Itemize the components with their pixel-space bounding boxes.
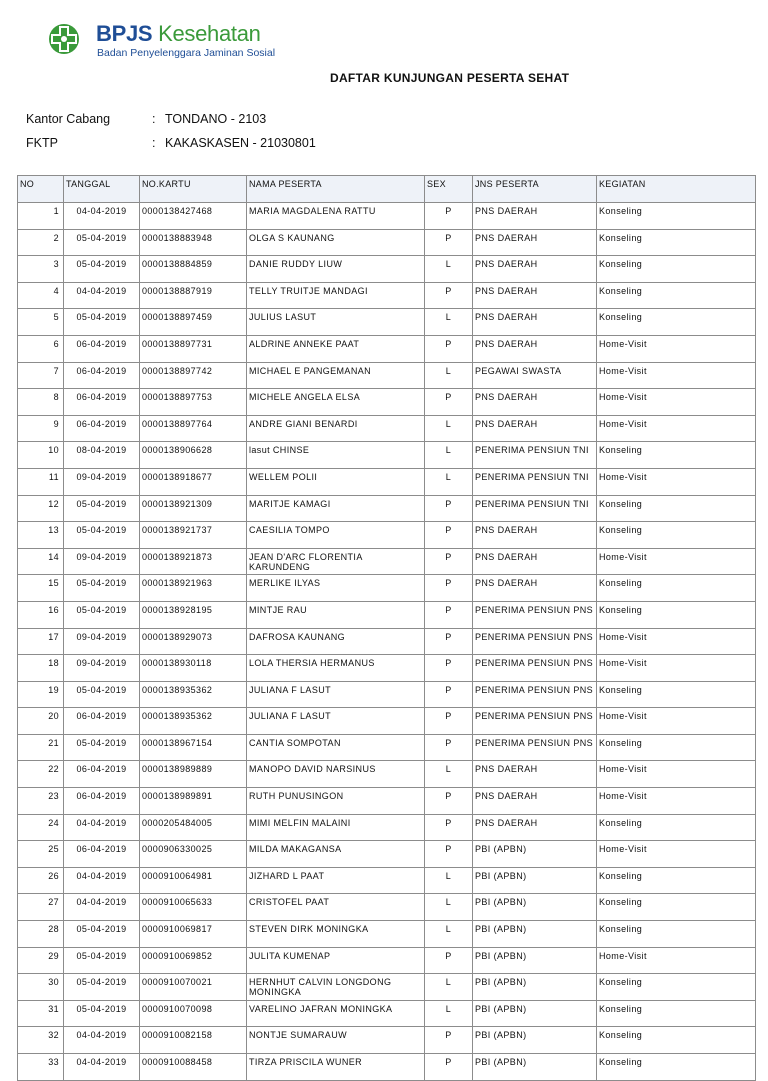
cell-tanggal: 08-04-2019: [64, 442, 140, 469]
cell-tanggal: 06-04-2019: [64, 335, 140, 362]
cell-no: 32: [18, 1027, 64, 1054]
cell-tanggal: 05-04-2019: [64, 256, 140, 283]
cell-jns-peserta: PNS DAERAH: [473, 389, 597, 416]
cell-jns-peserta: PBI (APBN): [473, 921, 597, 948]
cell-jns-peserta: PENERIMA PENSIUN TNI: [473, 495, 597, 522]
cell-tanggal: 09-04-2019: [64, 628, 140, 655]
cell-no: 10: [18, 442, 64, 469]
cell-kegiatan: Konseling: [597, 1054, 756, 1081]
cell-tanggal: 06-04-2019: [64, 362, 140, 389]
cell-jns-peserta: PBI (APBN): [473, 841, 597, 868]
cell-jns-peserta: PENERIMA PENSIUN PNS: [473, 655, 597, 682]
cell-no-kartu: 0000138935362: [140, 681, 247, 708]
table-row: [18, 229, 756, 256]
cell-sex: P: [425, 841, 473, 868]
cell-nama-peserta: lasut CHINSE: [247, 442, 425, 469]
col-header-nama-peserta: NAMA PESERTA: [247, 176, 425, 203]
cell-tanggal: 05-04-2019: [64, 921, 140, 948]
cell-no: 24: [18, 814, 64, 841]
cell-kegiatan: Home-Visit: [597, 655, 756, 682]
table-row: [18, 1054, 756, 1081]
cell-no-kartu: 0000138967154: [140, 734, 247, 761]
cell-nama-peserta: NONTJE SUMARAUW: [247, 1027, 425, 1054]
cell-jns-peserta: PENERIMA PENSIUN TNI: [473, 442, 597, 469]
cell-tanggal: 06-04-2019: [64, 841, 140, 868]
cell-kegiatan: Konseling: [597, 442, 756, 469]
table-row: [18, 468, 756, 495]
cell-tanggal: 05-04-2019: [64, 681, 140, 708]
bpjs-emblem-icon: [44, 20, 88, 58]
table-row: [18, 734, 756, 761]
cell-no-kartu: 0000205484005: [140, 814, 247, 841]
table-row: [18, 309, 756, 336]
cell-no: 11: [18, 468, 64, 495]
table-row: [18, 495, 756, 522]
cell-sex: P: [425, 203, 473, 230]
cell-no: 33: [18, 1054, 64, 1081]
cell-sex: L: [425, 442, 473, 469]
cell-no: 4: [18, 282, 64, 309]
cell-jns-peserta: PBI (APBN): [473, 1027, 597, 1054]
cell-jns-peserta: PNS DAERAH: [473, 203, 597, 230]
cell-jns-peserta: PENERIMA PENSIUN PNS: [473, 681, 597, 708]
table-row: [18, 389, 756, 416]
cell-sex: L: [425, 256, 473, 283]
cell-no: 27: [18, 894, 64, 921]
cell-no: 17: [18, 628, 64, 655]
cell-kegiatan: Konseling: [597, 601, 756, 628]
cell-no-kartu: 0000138897459: [140, 309, 247, 336]
cell-sex: L: [425, 867, 473, 894]
cell-no: 14: [18, 548, 64, 575]
cell-jns-peserta: PBI (APBN): [473, 1054, 597, 1081]
table-row: [18, 335, 756, 362]
cell-nama-peserta: ANDRE GIANI BENARDI: [247, 415, 425, 442]
table-row: [18, 974, 756, 1001]
cell-no-kartu: 0000910070098: [140, 1000, 247, 1027]
cell-nama-peserta: MARIA MAGDALENA RATTU: [247, 203, 425, 230]
cell-jns-peserta: PNS DAERAH: [473, 548, 597, 575]
cell-tanggal: 05-04-2019: [64, 229, 140, 256]
cell-kegiatan: Konseling: [597, 256, 756, 283]
cell-sex: P: [425, 708, 473, 735]
cell-no-kartu: 0000138921963: [140, 575, 247, 602]
cell-kegiatan: Konseling: [597, 894, 756, 921]
visit-table: [17, 175, 756, 1081]
cell-tanggal: 04-04-2019: [64, 1027, 140, 1054]
cell-sex: P: [425, 389, 473, 416]
cell-kegiatan: Home-Visit: [597, 335, 756, 362]
cell-nama-peserta: WELLEM POLII: [247, 468, 425, 495]
cell-kegiatan: Konseling: [597, 282, 756, 309]
cell-sex: P: [425, 628, 473, 655]
cell-no: 21: [18, 734, 64, 761]
cell-no: 31: [18, 1000, 64, 1027]
cell-sex: P: [425, 601, 473, 628]
cell-nama-peserta: VARELINO JAFRAN MONINGKA: [247, 1000, 425, 1027]
kantor-cabang-value: TONDANO - 2103: [165, 112, 267, 126]
cell-no: 28: [18, 921, 64, 948]
cell-no: 5: [18, 309, 64, 336]
cell-nama-peserta: TELLY TRUITJE MANDAGI: [247, 282, 425, 309]
cell-no-kartu: 0000138935362: [140, 708, 247, 735]
cell-sex: L: [425, 309, 473, 336]
cell-nama-peserta: JULIANA F LASUT: [247, 708, 425, 735]
cell-kegiatan: Konseling: [597, 495, 756, 522]
logo-subtitle: Badan Penyelenggara Jaminan Sosial: [97, 47, 276, 59]
cell-nama-peserta: MICHAEL E PANGEMANAN: [247, 362, 425, 389]
cell-nama-peserta: CRISTOFEL PAAT: [247, 894, 425, 921]
cell-nama-peserta: JULIUS LASUT: [247, 309, 425, 336]
cell-no: 2: [18, 229, 64, 256]
cell-kegiatan: Konseling: [597, 974, 756, 1001]
cell-sex: L: [425, 921, 473, 948]
cell-no-kartu: 0000910088458: [140, 1054, 247, 1081]
cell-jns-peserta: PBI (APBN): [473, 894, 597, 921]
cell-jns-peserta: PNS DAERAH: [473, 814, 597, 841]
fktp-label: FKTP: [26, 136, 58, 150]
cell-jns-peserta: PNS DAERAH: [473, 788, 597, 815]
cell-nama-peserta: MIMI MELFIN MALAINI: [247, 814, 425, 841]
cell-tanggal: 04-04-2019: [64, 867, 140, 894]
cell-nama-peserta: DANIE RUDDY LIUW: [247, 256, 425, 283]
bpjs-logo: [44, 20, 284, 62]
cell-kegiatan: Home-Visit: [597, 708, 756, 735]
cell-nama-peserta: CANTIA SOMPOTAN: [247, 734, 425, 761]
cell-no-kartu: 0000138883948: [140, 229, 247, 256]
cell-kegiatan: Home-Visit: [597, 389, 756, 416]
cell-sex: L: [425, 415, 473, 442]
table-row: [18, 415, 756, 442]
table-row: [18, 548, 756, 575]
table-row: [18, 761, 756, 788]
cell-sex: P: [425, 947, 473, 974]
table-row: [18, 708, 756, 735]
cell-nama-peserta: TIRZA PRISCILA WUNER: [247, 1054, 425, 1081]
cell-jns-peserta: PNS DAERAH: [473, 415, 597, 442]
fktp-value: KAKASKASEN - 21030801: [165, 136, 316, 150]
cell-no-kartu: 0000138897742: [140, 362, 247, 389]
cell-sex: P: [425, 681, 473, 708]
cell-kegiatan: Konseling: [597, 575, 756, 602]
table-row: [18, 894, 756, 921]
cell-jns-peserta: PNS DAERAH: [473, 282, 597, 309]
cell-jns-peserta: PEGAWAI SWASTA: [473, 362, 597, 389]
cell-sex: L: [425, 761, 473, 788]
kantor-cabang-label: Kantor Cabang: [26, 112, 111, 126]
cell-nama-peserta: MILDA MAKAGANSA: [247, 841, 425, 868]
cell-tanggal: 09-04-2019: [64, 468, 140, 495]
cell-kegiatan: Konseling: [597, 229, 756, 256]
cell-tanggal: 05-04-2019: [64, 974, 140, 1001]
cell-jns-peserta: PBI (APBN): [473, 947, 597, 974]
cell-sex: L: [425, 974, 473, 1001]
cell-no: 6: [18, 335, 64, 362]
cell-kegiatan: Home-Visit: [597, 947, 756, 974]
cell-sex: P: [425, 655, 473, 682]
cell-no-kartu: 0000906330025: [140, 841, 247, 868]
cell-no: 26: [18, 867, 64, 894]
col-header-tanggal: TANGGAL: [64, 176, 140, 203]
table-row: [18, 1000, 756, 1027]
cell-tanggal: 05-04-2019: [64, 495, 140, 522]
cell-no: 18: [18, 655, 64, 682]
cell-tanggal: 05-04-2019: [64, 309, 140, 336]
cell-no: 12: [18, 495, 64, 522]
cell-nama-peserta: CAESILIA TOMPO: [247, 522, 425, 549]
cell-tanggal: 06-04-2019: [64, 788, 140, 815]
cell-jns-peserta: PNS DAERAH: [473, 309, 597, 336]
cell-nama-peserta: MARITJE KAMAGI: [247, 495, 425, 522]
cell-tanggal: 06-04-2019: [64, 415, 140, 442]
cell-no: 20: [18, 708, 64, 735]
cell-no-kartu: 0000910065633: [140, 894, 247, 921]
cell-kegiatan: Konseling: [597, 734, 756, 761]
cell-kegiatan: Home-Visit: [597, 548, 756, 575]
table-header-row: [18, 176, 756, 203]
cell-kegiatan: Konseling: [597, 203, 756, 230]
cell-jns-peserta: PENERIMA PENSIUN PNS: [473, 628, 597, 655]
cell-no-kartu: 0000138884859: [140, 256, 247, 283]
col-header-no-kartu: NO.KARTU: [140, 176, 247, 203]
cell-no-kartu: 0000910070021: [140, 974, 247, 1001]
cell-no-kartu: 0000138427468: [140, 203, 247, 230]
cell-tanggal: 06-04-2019: [64, 761, 140, 788]
cell-tanggal: 05-04-2019: [64, 575, 140, 602]
table-row: [18, 203, 756, 230]
cell-no: 8: [18, 389, 64, 416]
cell-sex: P: [425, 575, 473, 602]
cell-tanggal: 05-04-2019: [64, 947, 140, 974]
cell-no: 25: [18, 841, 64, 868]
cell-nama-peserta: JIZHARD L PAAT: [247, 867, 425, 894]
cell-sex: P: [425, 335, 473, 362]
cell-jns-peserta: PENERIMA PENSIUN PNS: [473, 708, 597, 735]
cell-sex: P: [425, 1054, 473, 1081]
table-row: [18, 788, 756, 815]
cell-jns-peserta: PNS DAERAH: [473, 256, 597, 283]
table-row: [18, 681, 756, 708]
cell-nama-peserta: ALDRINE ANNEKE PAAT: [247, 335, 425, 362]
cell-no-kartu: 0000138897731: [140, 335, 247, 362]
cell-no-kartu: 0000138887919: [140, 282, 247, 309]
cell-kegiatan: Home-Visit: [597, 841, 756, 868]
cell-sex: L: [425, 362, 473, 389]
table-row: [18, 256, 756, 283]
cell-kegiatan: Home-Visit: [597, 788, 756, 815]
cell-kegiatan: Konseling: [597, 309, 756, 336]
cell-sex: P: [425, 548, 473, 575]
cell-no-kartu: 0000138930118: [140, 655, 247, 682]
cell-no-kartu: 0000910069817: [140, 921, 247, 948]
cell-nama-peserta: MINTJE RAU: [247, 601, 425, 628]
table-row: [18, 628, 756, 655]
cell-no: 7: [18, 362, 64, 389]
col-header-kegiatan: KEGIATAN: [597, 176, 756, 203]
cell-sex: L: [425, 1000, 473, 1027]
cell-kegiatan: Konseling: [597, 522, 756, 549]
cell-kegiatan: Konseling: [597, 1000, 756, 1027]
cell-sex: P: [425, 495, 473, 522]
cell-tanggal: 04-04-2019: [64, 282, 140, 309]
cell-no-kartu: 0000138906628: [140, 442, 247, 469]
cell-no: 19: [18, 681, 64, 708]
cell-kegiatan: Konseling: [597, 1027, 756, 1054]
cell-no-kartu: 0000910082158: [140, 1027, 247, 1054]
cell-sex: P: [425, 1027, 473, 1054]
cell-tanggal: 05-04-2019: [64, 1000, 140, 1027]
cell-tanggal: 04-04-2019: [64, 203, 140, 230]
table-row: [18, 362, 756, 389]
cell-no: 30: [18, 974, 64, 1001]
kantor-cabang-separator: :: [152, 112, 156, 126]
table-row: [18, 601, 756, 628]
cell-jns-peserta: PNS DAERAH: [473, 522, 597, 549]
cell-nama-peserta: JULITA KUMENAP: [247, 947, 425, 974]
cell-tanggal: 06-04-2019: [64, 708, 140, 735]
cell-jns-peserta: PBI (APBN): [473, 1000, 597, 1027]
cell-jns-peserta: PBI (APBN): [473, 974, 597, 1001]
cell-nama-peserta: HERNHUT CALVIN LONGDONG MONINGKA: [247, 974, 425, 1001]
cell-kegiatan: Konseling: [597, 814, 756, 841]
cell-jns-peserta: PNS DAERAH: [473, 335, 597, 362]
cell-tanggal: 04-04-2019: [64, 1054, 140, 1081]
cell-nama-peserta: STEVEN DIRK MONINGKA: [247, 921, 425, 948]
cell-nama-peserta: OLGA S KAUNANG: [247, 229, 425, 256]
cell-tanggal: 09-04-2019: [64, 548, 140, 575]
cell-kegiatan: Konseling: [597, 681, 756, 708]
table-row: [18, 1027, 756, 1054]
cell-nama-peserta: LOLA THERSIA HERMANUS: [247, 655, 425, 682]
cell-kegiatan: Home-Visit: [597, 415, 756, 442]
cell-sex: P: [425, 522, 473, 549]
cell-no: 9: [18, 415, 64, 442]
table-row: [18, 921, 756, 948]
cell-no-kartu: 0000138918677: [140, 468, 247, 495]
col-header-sex: SEX: [425, 176, 473, 203]
cell-jns-peserta: PBI (APBN): [473, 867, 597, 894]
col-header-no: NO: [18, 176, 64, 203]
cell-jns-peserta: PNS DAERAH: [473, 575, 597, 602]
cell-no: 22: [18, 761, 64, 788]
table-row: [18, 814, 756, 841]
cell-sex: P: [425, 814, 473, 841]
cell-no: 23: [18, 788, 64, 815]
cell-no-kartu: 0000138897753: [140, 389, 247, 416]
cell-nama-peserta: MERLIKE ILYAS: [247, 575, 425, 602]
cell-sex: P: [425, 788, 473, 815]
cell-tanggal: 04-04-2019: [64, 814, 140, 841]
table-row: [18, 841, 756, 868]
cell-no-kartu: 0000138929073: [140, 628, 247, 655]
cell-kegiatan: Home-Visit: [597, 468, 756, 495]
table-row: [18, 282, 756, 309]
cell-sex: P: [425, 229, 473, 256]
cell-sex: L: [425, 894, 473, 921]
cell-tanggal: 05-04-2019: [64, 522, 140, 549]
cell-no-kartu: 0000138897764: [140, 415, 247, 442]
cell-kegiatan: Home-Visit: [597, 362, 756, 389]
cell-no-kartu: 0000138928195: [140, 601, 247, 628]
cell-no: 16: [18, 601, 64, 628]
cell-no: 13: [18, 522, 64, 549]
cell-nama-peserta: JEAN D'ARC FLORENTIA KARUNDENG: [247, 548, 425, 575]
cell-no: 29: [18, 947, 64, 974]
cell-jns-peserta: PENERIMA PENSIUN PNS: [473, 734, 597, 761]
cell-kegiatan: Home-Visit: [597, 628, 756, 655]
cell-no: 15: [18, 575, 64, 602]
cell-nama-peserta: MANOPO DAVID NARSINUS: [247, 761, 425, 788]
fktp-separator: :: [152, 136, 156, 150]
table-row: [18, 575, 756, 602]
cell-no: 3: [18, 256, 64, 283]
table-row: [18, 522, 756, 549]
document-title: DAFTAR KUNJUNGAN PESERTA SEHAT: [330, 71, 570, 85]
cell-jns-peserta: PENERIMA PENSIUN TNI: [473, 468, 597, 495]
cell-jns-peserta: PNS DAERAH: [473, 761, 597, 788]
cell-tanggal: 04-04-2019: [64, 894, 140, 921]
cell-kegiatan: Konseling: [597, 867, 756, 894]
table-row: [18, 867, 756, 894]
cell-no: 1: [18, 203, 64, 230]
cell-sex: L: [425, 468, 473, 495]
cell-tanggal: 05-04-2019: [64, 601, 140, 628]
table-row: [18, 442, 756, 469]
cell-no-kartu: 0000910064981: [140, 867, 247, 894]
cell-jns-peserta: PENERIMA PENSIUN PNS: [473, 601, 597, 628]
cell-nama-peserta: JULIANA F LASUT: [247, 681, 425, 708]
cell-no-kartu: 0000910069852: [140, 947, 247, 974]
cell-nama-peserta: DAFROSA KAUNANG: [247, 628, 425, 655]
cell-nama-peserta: MICHELE ANGELA ELSA: [247, 389, 425, 416]
cell-no-kartu: 0000138921309: [140, 495, 247, 522]
table-row: [18, 947, 756, 974]
cell-tanggal: 06-04-2019: [64, 389, 140, 416]
cell-no-kartu: 0000138989889: [140, 761, 247, 788]
cell-nama-peserta: RUTH PUNUSINGON: [247, 788, 425, 815]
cell-tanggal: 05-04-2019: [64, 734, 140, 761]
cell-kegiatan: Konseling: [597, 921, 756, 948]
cell-no-kartu: 0000138921737: [140, 522, 247, 549]
cell-sex: P: [425, 282, 473, 309]
logo-wordmark: BPJS Kesehatan: [96, 21, 261, 46]
cell-jns-peserta: PNS DAERAH: [473, 229, 597, 256]
cell-sex: P: [425, 734, 473, 761]
cell-tanggal: 09-04-2019: [64, 655, 140, 682]
col-header-jns-peserta: JNS PESERTA: [473, 176, 597, 203]
table-row: [18, 655, 756, 682]
cell-no-kartu: 0000138921873: [140, 548, 247, 575]
cell-no-kartu: 0000138989891: [140, 788, 247, 815]
cell-kegiatan: Home-Visit: [597, 761, 756, 788]
